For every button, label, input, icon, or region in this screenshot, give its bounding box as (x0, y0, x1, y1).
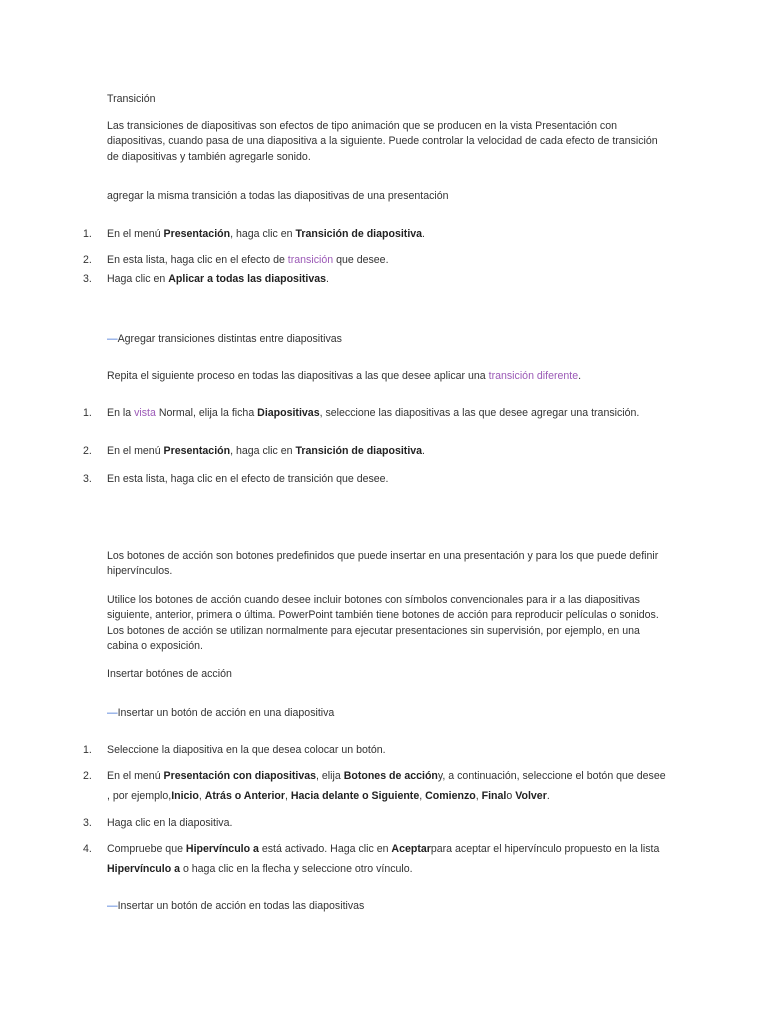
list-item: En esta lista, haga clic en el efecto de transición que desee. (107, 473, 389, 485)
vista-link[interactable]: vista (134, 407, 156, 419)
transicion-diferente-link[interactable]: transición diferente (488, 370, 579, 382)
list-number: 1. (83, 228, 92, 240)
list-number: 3. (83, 273, 92, 285)
intro-paragraph: Las transiciones de diapositivas son efectos de tipo animación que se producen en la vista Presentación con diapositivas, cuando pasa de una diapositiva a la siguiente. Puede controlar la velocidad de cada efecto de transición de diapositivas y también agregarle sonido. (107, 120, 658, 163)
section-heading-insertar-botones: Insertar botónes de acción (107, 668, 232, 680)
section-heading-distintas: —Agregar transiciones distintas entre diapositivas (107, 333, 342, 345)
list-number: 1. (83, 407, 92, 419)
list-number: 3. (83, 817, 92, 829)
list-number: 2. (83, 770, 92, 782)
list-number: 3. (83, 473, 92, 485)
transicion-link[interactable]: transición (287, 254, 334, 266)
list-number: 2. (83, 445, 92, 457)
list-number: 2. (83, 254, 92, 266)
list-item: Haga clic en la diapositiva. (107, 817, 233, 829)
list-item: En el menú Presentación con diapositivas, elija Botones de accióny, a continuación, seleccione el botón que desee , por ejemplo,Inicio, Atrás o Anterior, Hacia delante o Siguiente, Comienzo, Finalo Volver. (107, 770, 666, 802)
dash-marker: — (107, 900, 118, 912)
paragraph-botones-accion: Los botones de acción son botones predefinidos que puede insertar en una presentación y para los que puede definir hipervínculos. (107, 550, 659, 578)
subheading-todas-diapositivas: —Insertar un botón de acción en todas las diapositivas (107, 900, 365, 912)
dash-marker: — (107, 333, 118, 345)
list-item: En el menú Presentación, haga clic en Transición de diapositiva. (107, 445, 425, 457)
list-item: Seleccione la diapositiva en la que desea colocar un botón. (107, 744, 386, 756)
list-item: En el menú Presentación, haga clic en Transición de diapositiva. (107, 228, 425, 240)
section-heading-transicion: Transición (107, 93, 156, 105)
subheading-same-transition: agregar la misma transición a todas las diapositivas de una presentación (107, 190, 449, 202)
section-intro: Repita el siguiente proceso en todas las diapositivas a las que desee aplicar una transición diferente. (107, 370, 582, 382)
list-item: En esta lista, haga clic en el efecto de transición que desee. (107, 254, 389, 266)
subheading-una-diapositiva: —Insertar un botón de acción en una diapositiva (107, 707, 335, 719)
paragraph-utilice: Utilice los botones de acción cuando desee incluir botones con símbolos convencionales para ir a las diapositivas siguiente, anterior, primera o última. PowerPoint también tiene botones de acción para reproducir películas o sonidos. Los botones de acción se utilizan normalmente para ejecutar presentaciones sin supervisión, por ejemplo, en una cabina o exposición. (107, 594, 659, 652)
list-number: 4. (83, 843, 92, 855)
list-item: En la vista Normal, elija la ficha Diapositivas, seleccione las diapositivas a las que desee agregar una transición. (107, 407, 640, 419)
dash-marker: — (107, 707, 118, 719)
list-item: Compruebe que Hipervínculo a está activado. Haga clic en Aceptarpara aceptar el hipervínculo propuesto en la lista Hipervínculo a o haga clic en la flecha y seleccione otro vínculo. (107, 843, 660, 875)
list-number: 1. (83, 744, 92, 756)
list-item: Haga clic en Aplicar a todas las diapositivas. (107, 273, 329, 285)
